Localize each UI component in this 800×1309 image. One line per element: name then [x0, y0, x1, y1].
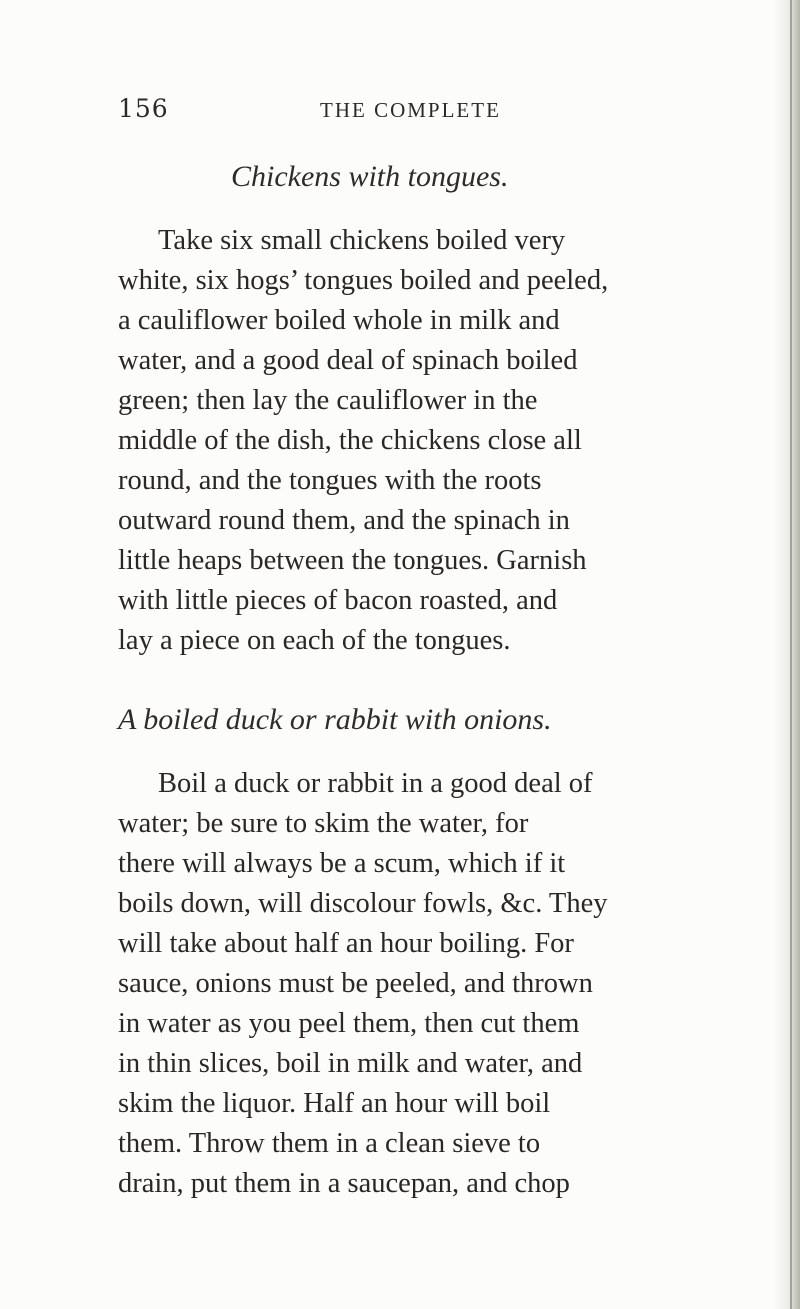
text-line: there will always be a scum, which if it — [118, 848, 566, 879]
text-line: little heaps between the tongues. Garnish — [118, 545, 587, 576]
recipe-title-duck-rabbit: A boiled duck or rabbit with onions. — [118, 703, 552, 736]
page-edge-shadow — [774, 0, 800, 1309]
page-header — [118, 94, 678, 134]
text-line: skim the liquor. Half an hour will boil — [118, 1088, 551, 1119]
recipe-body-duck-rabbit — [118, 764, 748, 1204]
text-line: will take about half an hour boiling. For — [118, 928, 574, 959]
text-line: white, six hogs’ tongues boiled and peeled, — [118, 265, 609, 296]
text-line: middle of the dish, the chickens close all — [118, 425, 582, 456]
text-line: water; be sure to skim the water, for — [118, 808, 529, 839]
recipe-title-chickens: Chickens with tongues. — [231, 160, 509, 193]
text-line: Take six small chickens boiled very — [158, 225, 566, 256]
text-line: in thin slices, boil in milk and water, and — [118, 1048, 583, 1079]
text-line: outward round them, and the spinach in — [118, 505, 570, 536]
text-line: water, and a good deal of spinach boiled — [118, 345, 578, 376]
text-line: in water as you peel them, then cut them — [118, 1008, 580, 1039]
text-line: lay a piece on each of the tongues. — [118, 625, 511, 656]
recipe-body-chickens — [118, 221, 748, 661]
text-line: drain, put them in a saucepan, and chop — [118, 1168, 570, 1199]
running-head: THE COMPLETE — [320, 98, 501, 122]
text-line: boils down, will discolour fowls, &c. They — [118, 888, 608, 919]
text-line: Boil a duck or rabbit in a good deal of — [158, 768, 593, 799]
text-line: a cauliflower boiled whole in milk and — [118, 305, 560, 336]
page-edge-line — [790, 0, 792, 1309]
text-line: them. Throw them in a clean sieve to — [118, 1128, 541, 1159]
text-line: round, and the tongues with the roots — [118, 465, 542, 496]
text-line: green; then lay the cauliflower in the — [118, 385, 538, 416]
page-number: 156 — [118, 94, 169, 123]
text-line: with little pieces of bacon roasted, and — [118, 585, 558, 616]
text-line: sauce, onions must be peeled, and thrown — [118, 968, 593, 999]
